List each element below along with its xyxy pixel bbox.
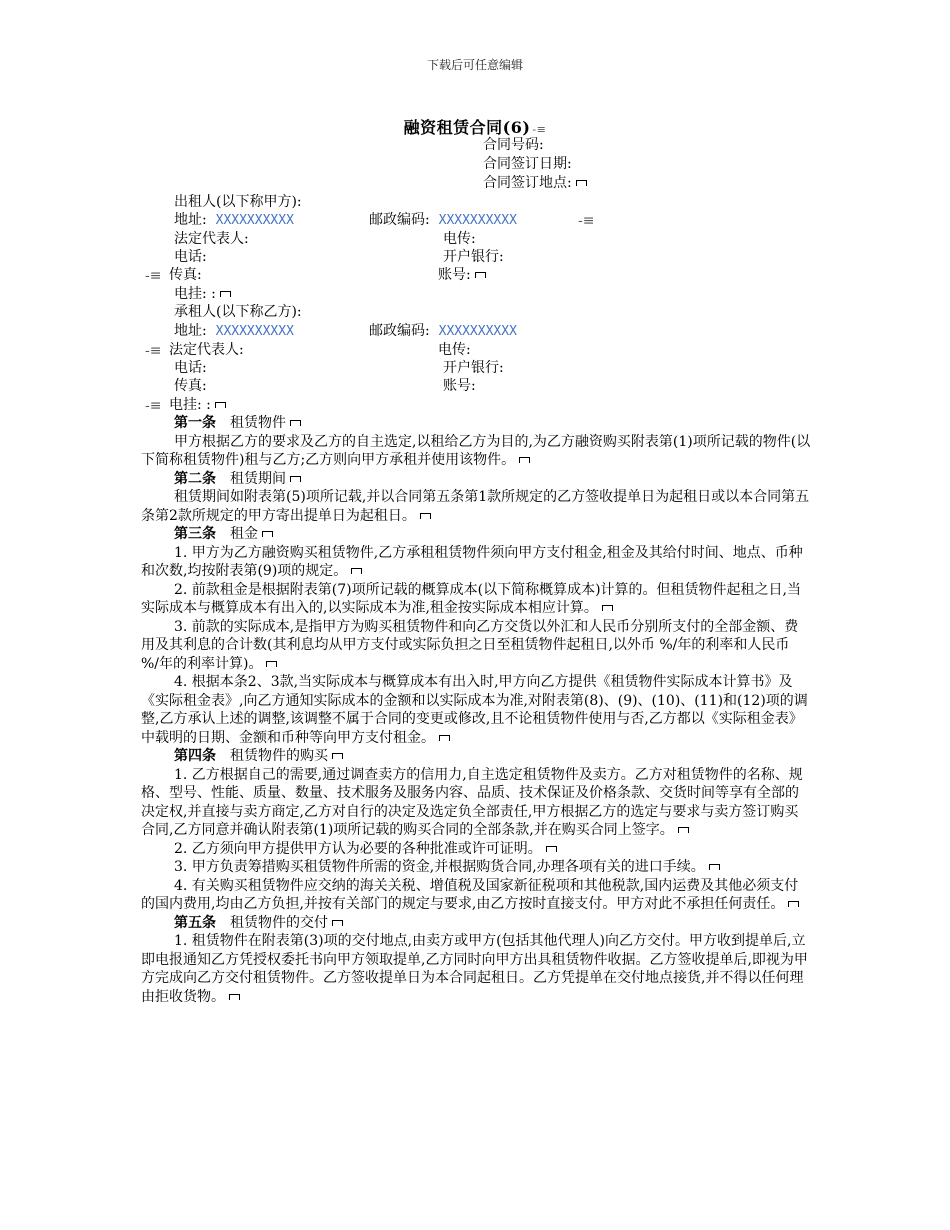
format-mark: -≡ (145, 398, 162, 414)
article-1-heading: 第一条 租赁物件 (141, 414, 811, 433)
paragraph-mark-icon (215, 402, 226, 408)
format-mark: -≡ (578, 213, 595, 229)
paragraph-mark-icon (519, 457, 530, 463)
contract-sign-place: 合同签订地点: (483, 174, 587, 192)
lessor-postcode-value: XXXXXXXXXX (438, 213, 517, 228)
lessee-address-value: XXXXXXXXXX (215, 324, 294, 339)
article-2-paragraph: 租赁期间如附表第(5)项所记载,并以合同第五条第1款所规定的乙方签收提单日为起租日或以本合同第五条第2款所规定的甲方寄出提单日为起租日。 (141, 489, 810, 524)
article-3-clause-3: 3. 前款的实际成本,是指甲方为购买租赁物件和向乙方交货以外汇和人民币分别所支付的全部金额、费用及其利息的合计数(其利息均从甲方支付或实际负担之日至租赁物件起租日,以外币 %/年的利率和人民币 %/年的利率计算)。 (141, 618, 799, 672)
lessor-bank: 开户银行: (443, 249, 504, 265)
lessee-heading: 承租人(以下称乙方): (174, 304, 302, 320)
paragraph-mark-icon (332, 920, 343, 926)
article-4-clause-2: 2. 乙方须向甲方提供甲方认为必要的各种批准或许可证明。 (141, 840, 811, 859)
paragraph-mark-icon (262, 531, 273, 537)
lessor-address-value: XXXXXXXXXX (215, 213, 294, 228)
contract-sign-date: 合同签订日期: (483, 156, 572, 172)
article-5-heading: 第五条 租赁物件的交付 (141, 914, 811, 933)
lessor-account: 账号: (438, 266, 486, 284)
paragraph-mark-icon (266, 661, 277, 667)
lessor-telex: 电传: (443, 231, 476, 247)
paragraph-mark-icon (220, 291, 231, 297)
paragraph-mark-icon (420, 513, 431, 519)
lessor-cable: 电挂: : (174, 285, 231, 303)
lessee-telex: 电传: (438, 342, 471, 358)
contract-number: 合同号码: (483, 137, 544, 153)
article-4-clause-4: 4. 有关购买租赁物件应交纳的海关关税、增值税及国家新征税项和其他税款,国内运费及其他必须支付的国内费用,均由乙方负担,并按有关部门的规定与要求,由乙方按时直接支付。甲方对此不承担任何责任。 (141, 877, 799, 912)
article-3-clause-4: 4. 根据本条2、3款,当实际成本与概算成本有出入时,甲方向乙方提供《租赁物件实际成本计算书》及《实际租金表》,向乙方通知实际成本的金额和以实际成本为准,对附表第(8)、(9)、(10)、(11)和(12)项的调整,乙方承认上述的调整,该调整不属于合同的变更或修改,且不论租赁物件使用与否,乙方都以《实际租金表》中载明的日期、金额和币种等向甲方支付租金。 (141, 674, 808, 746)
lessee-fax: 传真: (174, 378, 207, 394)
article-1-paragraph: 甲方根据乙方的要求及乙方的自主选定,以租给乙方为目的,为乙方融资购买附表第(1)项所记载的物件(以下简称租赁物件)租与乙方;乙方则向甲方承租并使用该物件。 (141, 433, 811, 468)
lessee-account: 账号: (443, 378, 476, 394)
paragraph-mark-icon (290, 420, 301, 426)
format-mark: -≡ (532, 123, 547, 136)
paragraph-mark-icon (332, 753, 343, 759)
lessor-legal-rep: 法定代表人: (174, 231, 249, 247)
article-4-clause-3: 3. 甲方负责筹措购买租赁物件所需的资金,并根据购货合同,办理各项有关的进口手续。 (141, 858, 811, 877)
lessee-postcode: 邮政编码: XXXXXXXXXX (369, 323, 517, 339)
lessor-heading: 出租人(以下称甲方): (174, 194, 302, 210)
lessee-postcode-value: XXXXXXXXXX (438, 324, 517, 339)
contract-title (0, 115, 950, 138)
header-note: 下载后可任意编辑 (426, 58, 523, 72)
paragraph-mark-icon (229, 994, 240, 1000)
paragraph-mark-icon (788, 901, 799, 907)
article-3-clause-2: 2. 前款租金是根据附表第(7)项所记载的概算成本(以下简称概算成本)计算的。但租赁物件起租之日,当实际成本与概算成本有出入的,以实际成本为准,租金按实际成本相应计算。 (141, 581, 802, 616)
lessor-postcode: 邮政编码: XXXXXXXXXX (369, 212, 517, 228)
lessor-fax: 传真: (169, 267, 202, 283)
lessee-legal-rep: 法定代表人: (169, 342, 244, 358)
paragraph-mark-icon (546, 846, 557, 852)
article-3-clause-1: 1. 甲方为乙方融资购买租赁物件,乙方承租租赁物件须向甲方支付租金,租金及其给付时间、地点、币种和次数,均按附表第(9)项的规定。 (141, 544, 803, 579)
title-text: 融资租赁合同(6) (403, 118, 531, 137)
lessee-bank: 开户银行: (443, 360, 504, 376)
paragraph-mark-icon (475, 272, 486, 278)
contract-body (141, 414, 811, 1006)
article-4-clause-1: 1. 乙方根据自己的需要,通过调查卖方的信用力,自主选定租赁物件及卖方。乙方对租赁物件的名称、规格、型号、性能、质量、数量、技术服务及服务内容、品质、技术保证及价格条款、交货时间等享有全部的决定权,并直接与卖方商定,乙方对自行的决定及选定负全部责任,甲方根据乙方的选定与要求与卖方签订购买合同,乙方同意并确认附表第(1)项所记载的购买合同的全部条款,并在购买合同上签字。 (141, 766, 803, 838)
article-4-heading: 第四条 租赁物件的购买 (141, 747, 811, 766)
paragraph-mark-icon (439, 735, 450, 741)
paragraph-mark-icon (351, 568, 362, 574)
article-5-clause-1: 1. 租赁物件在附表第(3)项的交付地点,由卖方或甲方(包括其他代理人)向乙方交付。甲方收到提单后,立即电报通知乙方凭授权委托书向甲方领取提单,乙方同时向甲方出具租赁物件收据。乙方签收提单后,即视为甲方完成向乙方交付租赁物件。乙方签收提单日为本合同起租日。乙方凭提单在交付地点接货,并不得以任何理由拒收货物。 (141, 933, 808, 1005)
article-3-heading: 第三条 租金 (141, 525, 811, 544)
paragraph-mark-icon (576, 180, 587, 186)
lessee-phone: 电话: (174, 360, 207, 376)
format-mark: -≡ (145, 268, 162, 284)
lessor-address: 地址: XXXXXXXXXX (174, 212, 294, 228)
article-2-heading: 第二条 租赁期间 (141, 470, 811, 489)
format-mark: -≡ (145, 343, 162, 359)
paragraph-mark-icon (709, 864, 720, 870)
lessor-phone: 电话: (174, 249, 207, 265)
lessee-cable: 电挂: : (169, 396, 226, 414)
paragraph-mark-icon (602, 605, 613, 611)
lessee-address: 地址: XXXXXXXXXX (174, 323, 294, 339)
paragraph-mark-icon (678, 827, 689, 833)
paragraph-mark-icon (290, 476, 301, 482)
